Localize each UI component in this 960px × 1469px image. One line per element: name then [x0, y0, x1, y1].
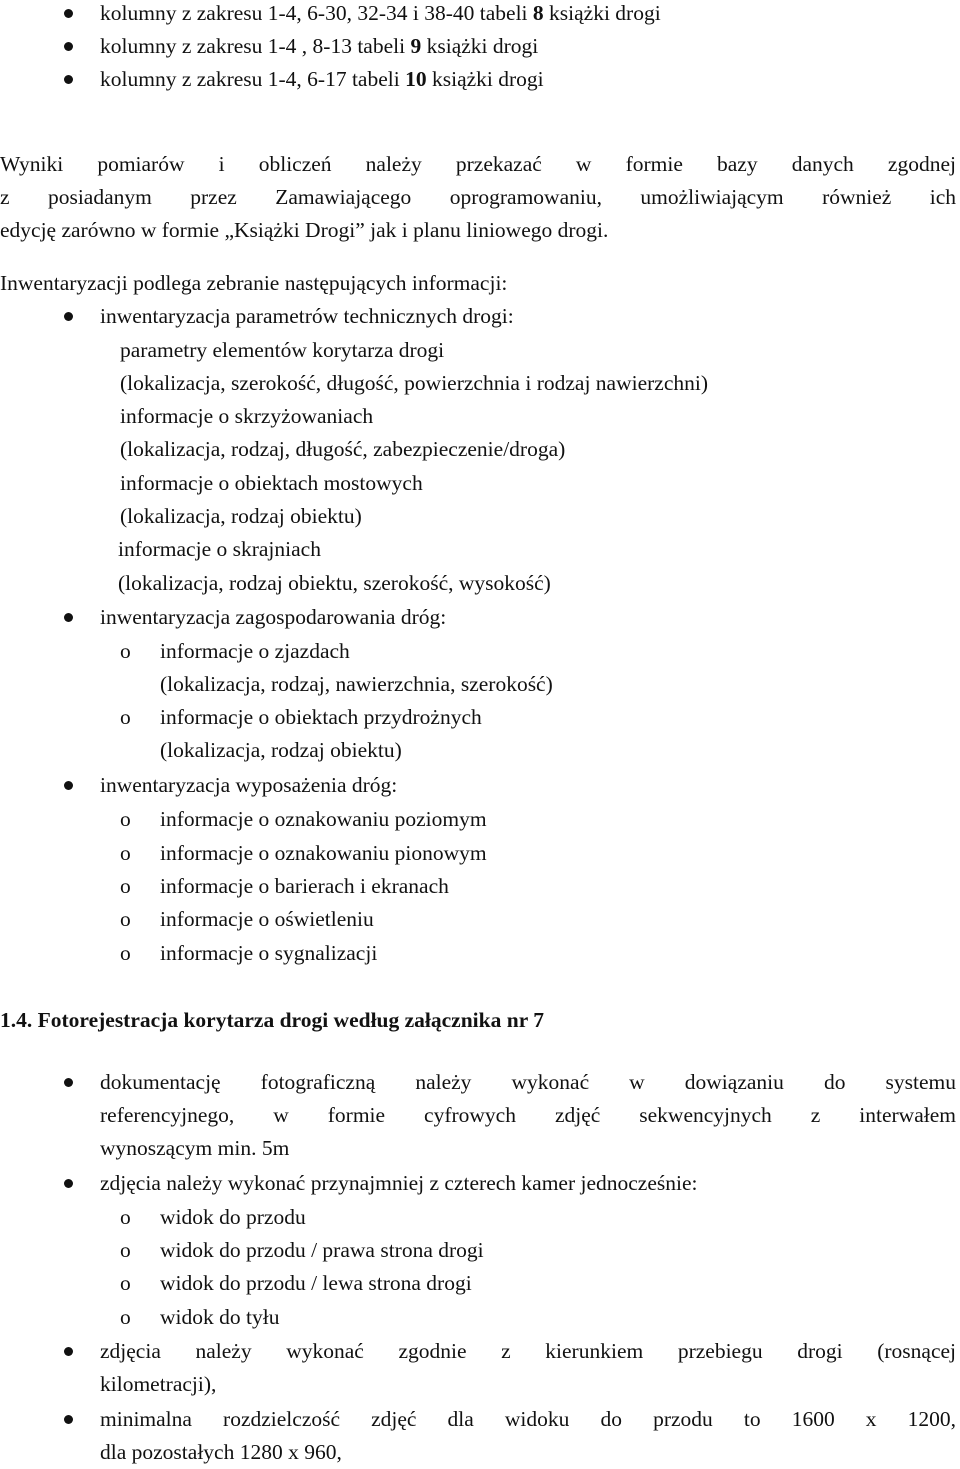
inventory-equip-item: informacje o oznakowaniu pionowym [160, 841, 487, 865]
inventory-tech-line: informacje o obiektach mostowych [120, 471, 423, 495]
inventory-tech-line: (lokalizacja, szerokość, długość, powierzchnia i rodzaj nawierzchni) [120, 371, 709, 395]
photo-bullet-4-line: dla pozostałych 1280 x 960, [100, 1440, 342, 1464]
section-heading: 1.4. Fotorejestracja korytarza drogi według załącznika nr 7 [0, 1008, 544, 1032]
bullet-circle: o [120, 807, 131, 831]
bullet-circle: o [120, 941, 131, 965]
inventory-tech-title: inwentaryzacja parametrów technicznych drogi: [100, 304, 514, 328]
inventory-tech-line: (lokalizacja, rodzaj, długość, zabezpieczenie/droga) [120, 437, 566, 461]
results-paragraph-line: edycję zarówno w formie „Książki Drogi” jak i planu liniowego drogi. [0, 218, 609, 242]
bullet-dot [64, 781, 73, 790]
inventory-land-title: inwentaryzacja zagospodarowania dróg: [100, 605, 447, 629]
photo-bullet-1-line: dokumentację fotograficzną należy wykonać w dowiązaniu do systemu [100, 1070, 956, 1094]
bullet-circle: o [120, 874, 131, 898]
inventory-land-item: informacje o obiektach przydrożnych [160, 705, 482, 729]
bullet-circle: o [120, 1238, 131, 1262]
inventory-tech-line: informacje o skrajniach [118, 537, 321, 561]
camera-view-item: widok do tyłu [160, 1305, 280, 1329]
bullet-circle: o [120, 907, 131, 931]
bullet-dot [64, 1415, 73, 1424]
bullet-dot [64, 75, 73, 84]
bullet-dot [64, 1347, 73, 1356]
bullet-dot [64, 312, 73, 321]
results-paragraph-line: Wyniki pomiarów i obliczeń należy przekazać w formie bazy danych zgodnej [0, 152, 956, 176]
photo-bullet-1-line: referencyjnego, w formie cyfrowych zdjęć sekwencyjnych z interwałem [100, 1103, 956, 1127]
inventory-equip-title: inwentaryzacja wyposażenia dróg: [100, 773, 398, 797]
inventory-equip-item: informacje o sygnalizacji [160, 941, 378, 965]
inventory-intro: Inwentaryzacji podlega zebranie następujących informacji: [0, 271, 508, 295]
bullet-circle: o [120, 639, 131, 663]
bullet-dot [64, 1179, 73, 1188]
bullet-dot [64, 42, 73, 51]
photo-bullet-1-line: wynoszącym min. 5m [100, 1136, 290, 1160]
camera-view-item: widok do przodu / prawa strona drogi [160, 1238, 484, 1262]
camera-view-item: widok do przodu / lewa strona drogi [160, 1271, 472, 1295]
bullet-dot [64, 9, 73, 18]
inventory-tech-line: (lokalizacja, rodzaj obiektu, szerokość, wysokość) [118, 571, 551, 595]
photo-bullet-2-title: zdjęcia należy wykonać przynajmniej z czterech kamer jednocześnie: [100, 1171, 698, 1195]
results-paragraph-line: z posiadanym przez Zamawiającego oprogramowaniu, umożliwiającym również ich [0, 185, 956, 209]
photo-bullet-3-line: zdjęcia należy wykonać zgodnie z kierunkiem przebiegu drogi (rosnącej [100, 1339, 956, 1363]
intro-bullet-3: kolumny z zakresu 1-4, 6-17 tabeli 10 książki drogi [100, 67, 544, 91]
bullet-circle: o [120, 705, 131, 729]
bullet-circle: o [120, 841, 131, 865]
inventory-equip-item: informacje o barierach i ekranach [160, 874, 449, 898]
bullet-circle: o [120, 1271, 131, 1295]
intro-bullet-1: kolumny z zakresu 1-4, 6-30, 32-34 i 38-40 tabeli 8 książki drogi [100, 1, 661, 25]
photo-bullet-3-line: kilometracji), [100, 1372, 217, 1396]
bullet-dot [64, 1078, 73, 1087]
camera-view-item: widok do przodu [160, 1205, 306, 1229]
bullet-dot [64, 613, 73, 622]
inventory-land-item: informacje o zjazdach [160, 639, 350, 663]
bullet-circle: o [120, 1305, 131, 1329]
inventory-tech-line: informacje o skrzyżowaniach [120, 404, 374, 428]
inventory-tech-line: parametry elementów korytarza drogi [120, 338, 445, 362]
photo-bullet-4-line: minimalna rozdzielczość zdjęć dla widoku do przodu to 1600 x 1200, [100, 1407, 956, 1431]
intro-bullet-2: kolumny z zakresu 1-4 , 8-13 tabeli 9 książki drogi [100, 34, 539, 58]
bullet-circle: o [120, 1205, 131, 1229]
inventory-land-sub: (lokalizacja, rodzaj obiektu) [160, 738, 402, 762]
inventory-equip-item: informacje o oznakowaniu poziomym [160, 807, 487, 831]
inventory-land-sub: (lokalizacja, rodzaj, nawierzchnia, szerokość) [160, 672, 553, 696]
inventory-equip-item: informacje o oświetleniu [160, 907, 374, 931]
inventory-tech-line: (lokalizacja, rodzaj obiektu) [120, 504, 362, 528]
